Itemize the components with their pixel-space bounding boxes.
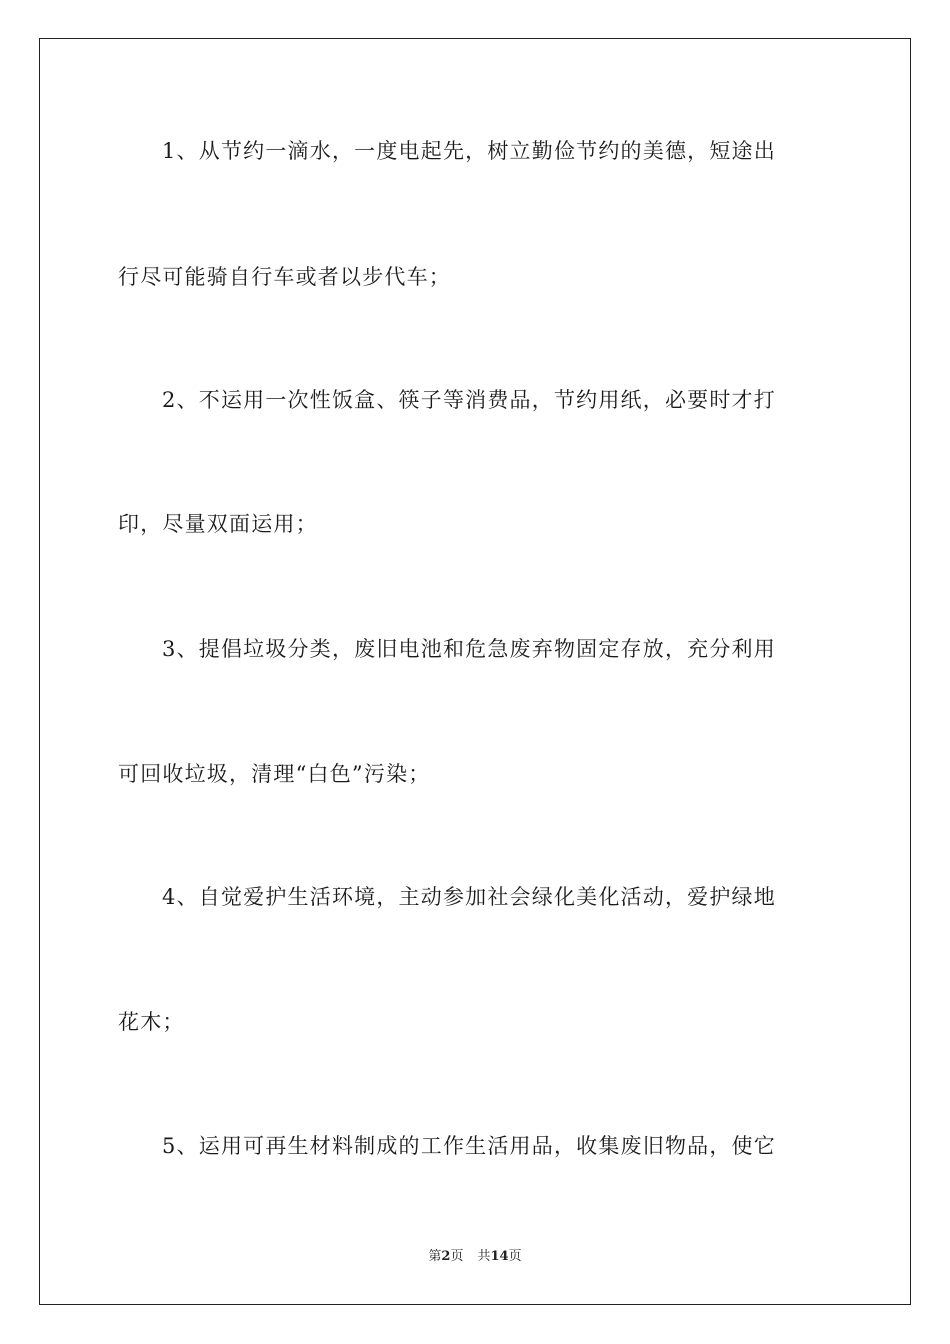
page-number: 2 bbox=[441, 1249, 451, 1264]
total-suffix: 页 bbox=[508, 1249, 522, 1264]
paragraph-1-line-2: 行尽可能骑自行车或者以步代车； bbox=[118, 265, 451, 289]
page-frame bbox=[39, 38, 911, 1305]
paragraph-1-line-1: 1、从节约一滴水，一度电起先，树立勤俭节约的美德，短途出 bbox=[162, 139, 776, 163]
total-prefix: 共 bbox=[477, 1249, 491, 1264]
paragraph-4-line-2: 花木； bbox=[118, 1010, 185, 1034]
paragraph-2-line-2: 印，尽量双面运用； bbox=[118, 512, 318, 536]
total-pages: 14 bbox=[490, 1249, 509, 1264]
page-prefix: 第 bbox=[428, 1249, 442, 1264]
paragraph-3-line-2: 可回收垃圾，清理“白色”污染； bbox=[118, 762, 431, 786]
page-suffix: 页 bbox=[450, 1249, 464, 1264]
paragraph-3-line-1: 3、提倡垃圾分类，废旧电池和危急废弃物固定存放，充分利用 bbox=[162, 637, 776, 661]
paragraph-4-line-1: 4、自觉爱护生活环境，主动参加社会绿化美化活动，爱护绿地 bbox=[162, 885, 776, 909]
paragraph-5-line-1: 5、运用可再生材料制成的工作生活用品，收集废旧物品，使它 bbox=[162, 1134, 776, 1158]
page-footer bbox=[0, 1248, 950, 1266]
paragraph-2-line-1: 2、不运用一次性饭盒、筷子等消费品，节约用纸，必要时才打 bbox=[162, 388, 776, 412]
